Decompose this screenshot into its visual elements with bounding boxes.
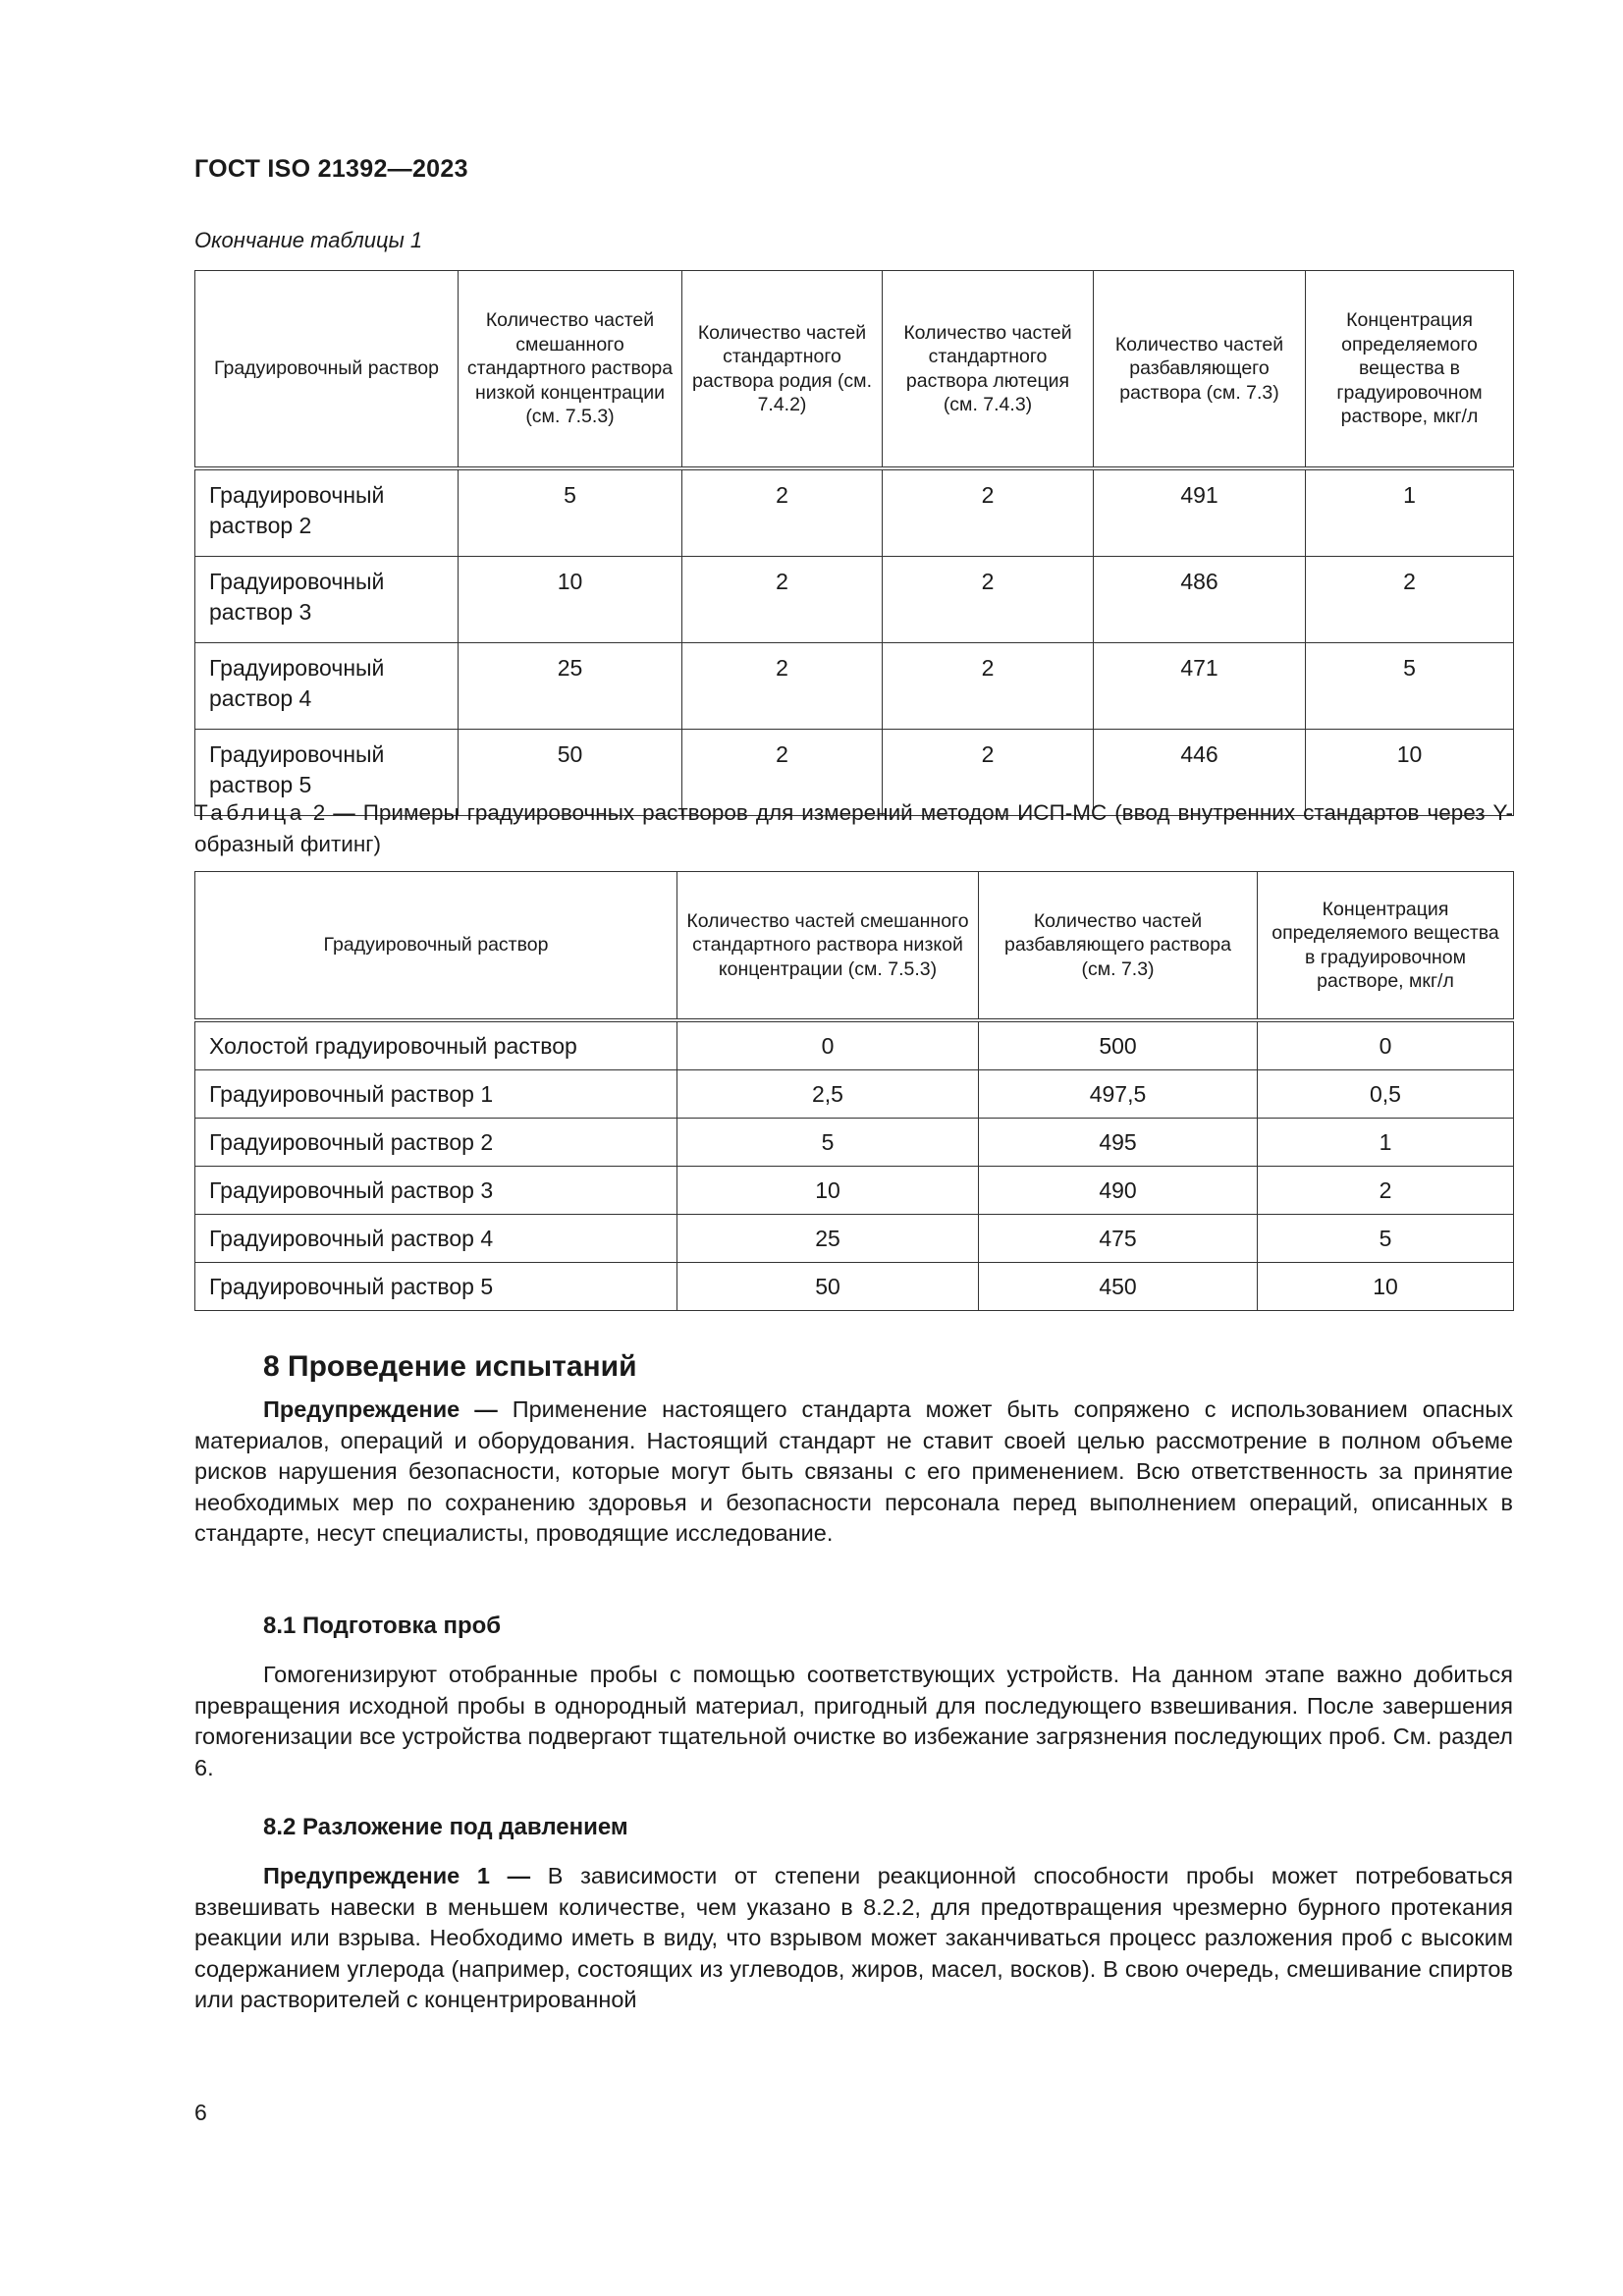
table-cell: 491 — [1094, 468, 1306, 557]
table-cell: 5 — [459, 468, 682, 557]
table-cell: Градуировочный раствор 4 — [195, 1215, 677, 1263]
table-cell: Градуировочный раствор 2 — [195, 468, 459, 557]
table2-caption-text: 2 — Примеры градуировочных растворов для измерений методом ИСП-МС (ввод внутренних стандартов через Y-образный фитинг) — [194, 800, 1513, 856]
table2-col-header: Градуировочный раствор — [195, 872, 677, 1021]
table-cell: 475 — [979, 1215, 1258, 1263]
table-cell: 50 — [459, 730, 682, 816]
warning-1-label: Предупреждение 1 — — [263, 1863, 531, 1888]
table1-header-row — [195, 271, 1514, 469]
table2-caption — [194, 797, 1513, 860]
table-row — [195, 1215, 1514, 1263]
table-cell: 10 — [1258, 1263, 1514, 1311]
table-row — [195, 1070, 1514, 1119]
section-8-2-paragraph — [194, 1861, 1513, 2016]
table-cell: 2 — [1306, 557, 1514, 643]
table-cell: Холостой градуировочный раствор — [195, 1020, 677, 1070]
table-cell: 10 — [677, 1167, 979, 1215]
table-row — [195, 1263, 1514, 1311]
table-cell: 5 — [1258, 1215, 1514, 1263]
table-cell: 50 — [677, 1263, 979, 1311]
table1-col-header: Концентрация определяемого вещества в градуировочном растворе, мкг/л — [1306, 271, 1514, 469]
table-cell: 497,5 — [979, 1070, 1258, 1119]
table-cell: 2 — [883, 730, 1094, 816]
table-cell: 486 — [1094, 557, 1306, 643]
table-cell: 2 — [682, 468, 883, 557]
table-cell: Градуировочный раствор 2 — [195, 1119, 677, 1167]
table-row — [195, 1167, 1514, 1215]
table-cell: Градуировочный раствор 5 — [195, 1263, 677, 1311]
table-cell: Градуировочный раствор 3 — [195, 557, 459, 643]
table-cell: Градуировочный раствор 4 — [195, 643, 459, 730]
table-cell: 2 — [682, 643, 883, 730]
table1 — [194, 270, 1514, 816]
section-8-1-paragraph: Гомогенизируют отобранные пробы с помощью соответствующих устройств. На данном этапе важно добиться превращения исходной пробы в однородный материал, пригодный для последующего взвешивания. После завершения гомогенизации все устройства подвергают тщательной очистке во избежание загрязнения последующих проб. См. раздел 6. — [194, 1662, 1513, 1780]
table-cell: 5 — [1306, 643, 1514, 730]
table-cell: 490 — [979, 1167, 1258, 1215]
table-cell: 1 — [1306, 468, 1514, 557]
table-cell: 450 — [979, 1263, 1258, 1311]
table-row — [195, 1020, 1514, 1070]
table-cell: 446 — [1094, 730, 1306, 816]
table-cell: 495 — [979, 1119, 1258, 1167]
table-cell: 0,5 — [1258, 1070, 1514, 1119]
table-cell: 500 — [979, 1020, 1258, 1070]
table-cell: 5 — [677, 1119, 979, 1167]
table1-col-header: Количество частей смешанного стандартного раствора низкой концентрации (см. 7.5.3) — [459, 271, 682, 469]
table-row — [195, 643, 1514, 730]
table-cell: 10 — [1306, 730, 1514, 816]
table-cell: 25 — [459, 643, 682, 730]
table-cell: 2,5 — [677, 1070, 979, 1119]
section-8-1-title: 8.1 Подготовка проб — [263, 1613, 502, 1639]
table-cell: 0 — [1258, 1020, 1514, 1070]
table1-col-header: Градуировочный раствор — [195, 271, 459, 469]
table1-caption: Окончание таблицы 1 — [194, 228, 423, 252]
table-cell: 2 — [682, 730, 883, 816]
table-cell: 2 — [682, 557, 883, 643]
table2-col-header: Количество частей смешанного стандартного раствора низкой концентрации (см. 7.5.3) — [677, 872, 979, 1021]
section-8-2-title: 8.2 Разложение под давлением — [263, 1814, 628, 1840]
table-row — [195, 557, 1514, 643]
table-cell: 2 — [1258, 1167, 1514, 1215]
section-8-title: 8 Проведение испытаний — [263, 1350, 637, 1383]
table-cell: Градуировочный раствор 5 — [195, 730, 459, 816]
table1-col-header: Количество частей стандартного раствора родия (см. 7.4.2) — [682, 271, 883, 469]
page-number: 6 — [194, 2100, 207, 2125]
warning-1-text: В зависимости от степени реакционной способности пробы может потребоваться взвешивать навески в меньшем количестве, чем указано в 8.2.2, для предотвращения чрезмерно бурного протекания реакции или взрыва. Необходимо иметь в виду, что взрывом может заканчиваться процесс разложения проб с высоким содержанием углерода (например, состоящих из углеводов, жиров, масел, восков). В свою очередь, смешивание спиртов или растворителей с концентрированной — [194, 1863, 1513, 2013]
table2-caption-label: Таблица — [194, 800, 305, 825]
table1-col-header: Количество частей стандартного раствора лютеция (см. 7.4.3) — [883, 271, 1094, 469]
table2-col-header: Количество частей разбавляющего раствора (см. 7.3) — [979, 872, 1258, 1021]
table-cell: 1 — [1258, 1119, 1514, 1167]
table-cell: 2 — [883, 468, 1094, 557]
table-cell: 0 — [677, 1020, 979, 1070]
table-cell: Градуировочный раствор 3 — [195, 1167, 677, 1215]
table-row — [195, 468, 1514, 557]
table-row — [195, 1119, 1514, 1167]
table2-header-row — [195, 872, 1514, 1021]
table-cell: 2 — [883, 557, 1094, 643]
table-cell: 25 — [677, 1215, 979, 1263]
table-cell: 10 — [459, 557, 682, 643]
table-cell: 471 — [1094, 643, 1306, 730]
warning-paragraph — [194, 1394, 1513, 1550]
table-cell: 2 — [883, 643, 1094, 730]
table2 — [194, 871, 1514, 1311]
document-header: ГОСТ ISO 21392—2023 — [194, 155, 468, 183]
table2-col-header: Концентрация определяемого вещества в градуировочном растворе, мкг/л — [1258, 872, 1514, 1021]
table1-col-header: Количество частей разбавляющего раствора (см. 7.3) — [1094, 271, 1306, 469]
warning-text: Применение настоящего стандарта может быть сопряжено с использованием опасных материалов, операций и оборудования. Настоящий стандарт не ставит своей целью рассмотрение в полном объеме рисков нарушения безопасности, которые могут быть связаны с его применением. Всю ответственность за принятие необходимых мер по сохранению здоровья и безопасности персонала перед выполнением операций, описанных в стандарте, несут специалисты, проводящие исследование. — [194, 1396, 1514, 1547]
warning-label: Предупреждение — — [263, 1396, 498, 1422]
table-cell: Градуировочный раствор 1 — [195, 1070, 677, 1119]
